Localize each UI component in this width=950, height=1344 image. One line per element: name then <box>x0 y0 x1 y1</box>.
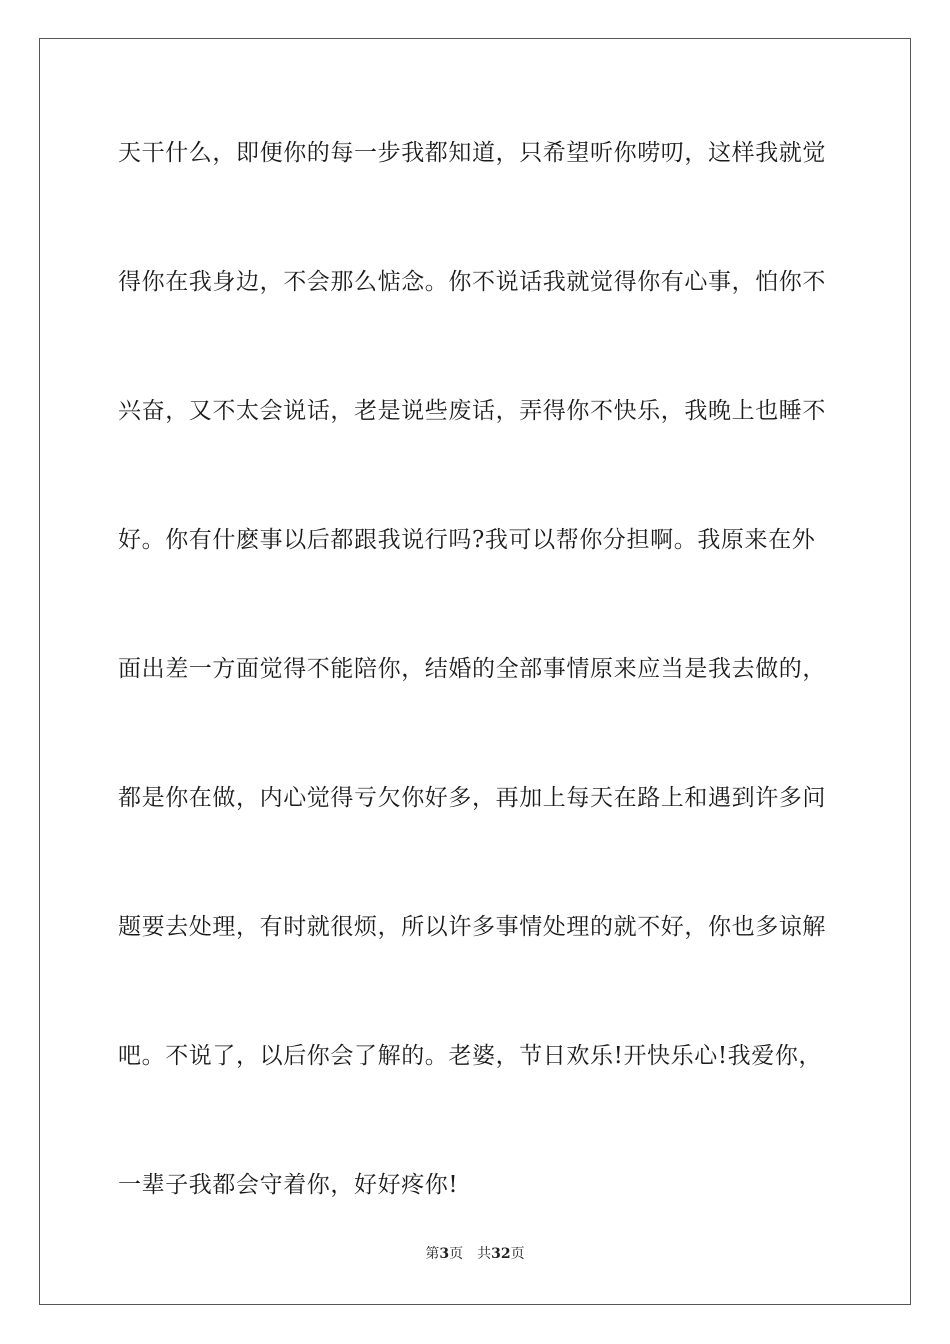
text-line: 都是你在做，内心觉得亏欠你好多，再加上每天在路上和遇到许多问 <box>118 785 826 811</box>
text-line: 一辈子我都会守着你，好好疼你! <box>118 1172 459 1198</box>
text-line: 吧。不说了，以后你会了解的。老婆，节日欢乐!开快乐心!我爱你， <box>118 1043 823 1069</box>
text-line: 天干什么，即便你的每一步我都知道，只希望听你唠叨，这样我就觉 <box>118 140 826 166</box>
total-prefix: 共 <box>477 1246 492 1262</box>
total-pages: 32 <box>491 1246 511 1262</box>
document-body <box>118 128 838 1289</box>
text-line: 好。你有什麽事以后都跟我说行吗?我可以帮你分担啊。我原来在外 <box>118 527 816 553</box>
page-number: 3 <box>439 1246 450 1262</box>
text-line: 兴奋，又不太会说话，老是说些废话，弄得你不快乐，我晚上也睡不 <box>118 398 826 424</box>
page-suffix: 页 <box>449 1246 464 1262</box>
text-line: 题要去处理，有时就很烦，所以许多事情处理的就不好，你也多谅解 <box>118 914 826 940</box>
total-suffix: 页 <box>510 1246 525 1262</box>
page-prefix: 第 <box>425 1246 440 1262</box>
text-line: 得你在我身边，不会那么惦念。你不说话我就觉得你有心事，怕你不 <box>118 269 826 295</box>
page-footer <box>0 1244 950 1264</box>
text-line: 面出差一方面觉得不能陪你，结婚的全部事情原来应当是我去做的， <box>118 656 826 682</box>
